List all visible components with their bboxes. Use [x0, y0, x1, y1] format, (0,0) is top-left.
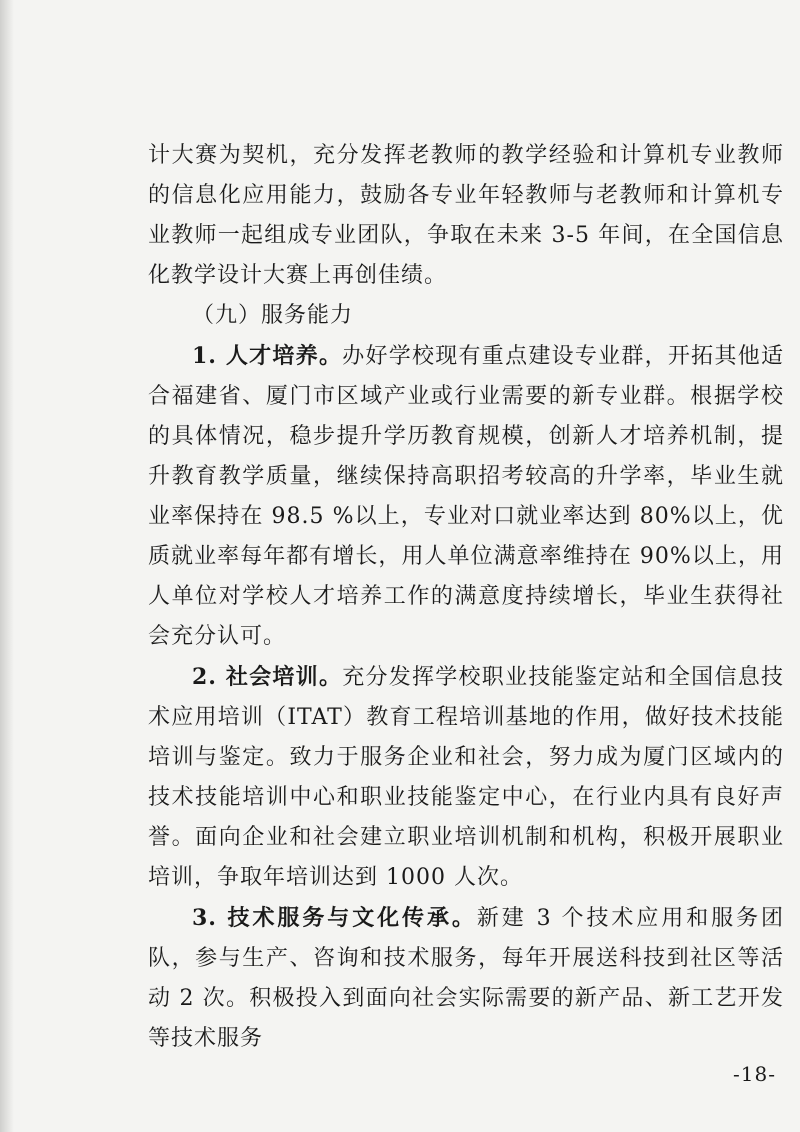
- page-number: -18-: [733, 1062, 776, 1086]
- item-technical-service: [148, 898, 784, 1059]
- scan-edge-shadow: [0, 0, 14, 1132]
- section-heading: （九）服务能力: [192, 303, 354, 328]
- item-lead: 1. 人才培养。: [192, 343, 343, 369]
- intro-paragraph: 计大赛为契机，充分发挥老教师的教学经验和计算机专业教师的信息化应用能力，鼓励各专业年轻教师与老教师和计算机专业教师一起组成专业团队，争取在未来 3-5 年间，在全国信息化教学设计大赛上再创佳绩。: [148, 143, 784, 288]
- item-text: 新建 3 个技术应用和服务团队，参与生产、咨询和技术服务，每年开展送科技到社区等活动 2 次。积极投入到面向社会实际需要的新产品、新工艺开发等技术服务: [148, 906, 784, 1051]
- item-social-training: [148, 657, 784, 898]
- item-lead: 3. 技术服务与文化传承。: [192, 905, 477, 931]
- item-text: 充分发挥学校职业技能鉴定站和全国信息技术应用培训（ITAT）教育工程培训基地的作用，做好技术技能培训与鉴定。致力于服务企业和社会，努力成为厦门区域内的技术技能培训中心和职业技能鉴定中心，在行业内具有良好声誉。面向企业和社会建立职业培训机制和机构，积极开展职业培训，争取年培训达到 1000 人次。: [148, 665, 784, 890]
- item-text: 办好学校现有重点建设专业群，开拓其他适合福建省、厦门市区域产业或行业需要的新专业群。根据学校的具体情况，稳步提升学历教育规模，创新人才培养机制，提升教育教学质量，继续保持高职招考较高的升学率，毕业生就业率保持在 98.5 %以上，专业对口就业率达到 80%以上，优质就业率每年都有增长，用人单位满意率维持在 90%以上，用人单位对学校人才培养工作的满意度持续增长，毕业生获得社会充分认可。: [148, 344, 784, 649]
- item-lead: 2. 社会培训。: [192, 664, 343, 690]
- document-body: [148, 136, 784, 1059]
- item-talent-training: [148, 336, 784, 657]
